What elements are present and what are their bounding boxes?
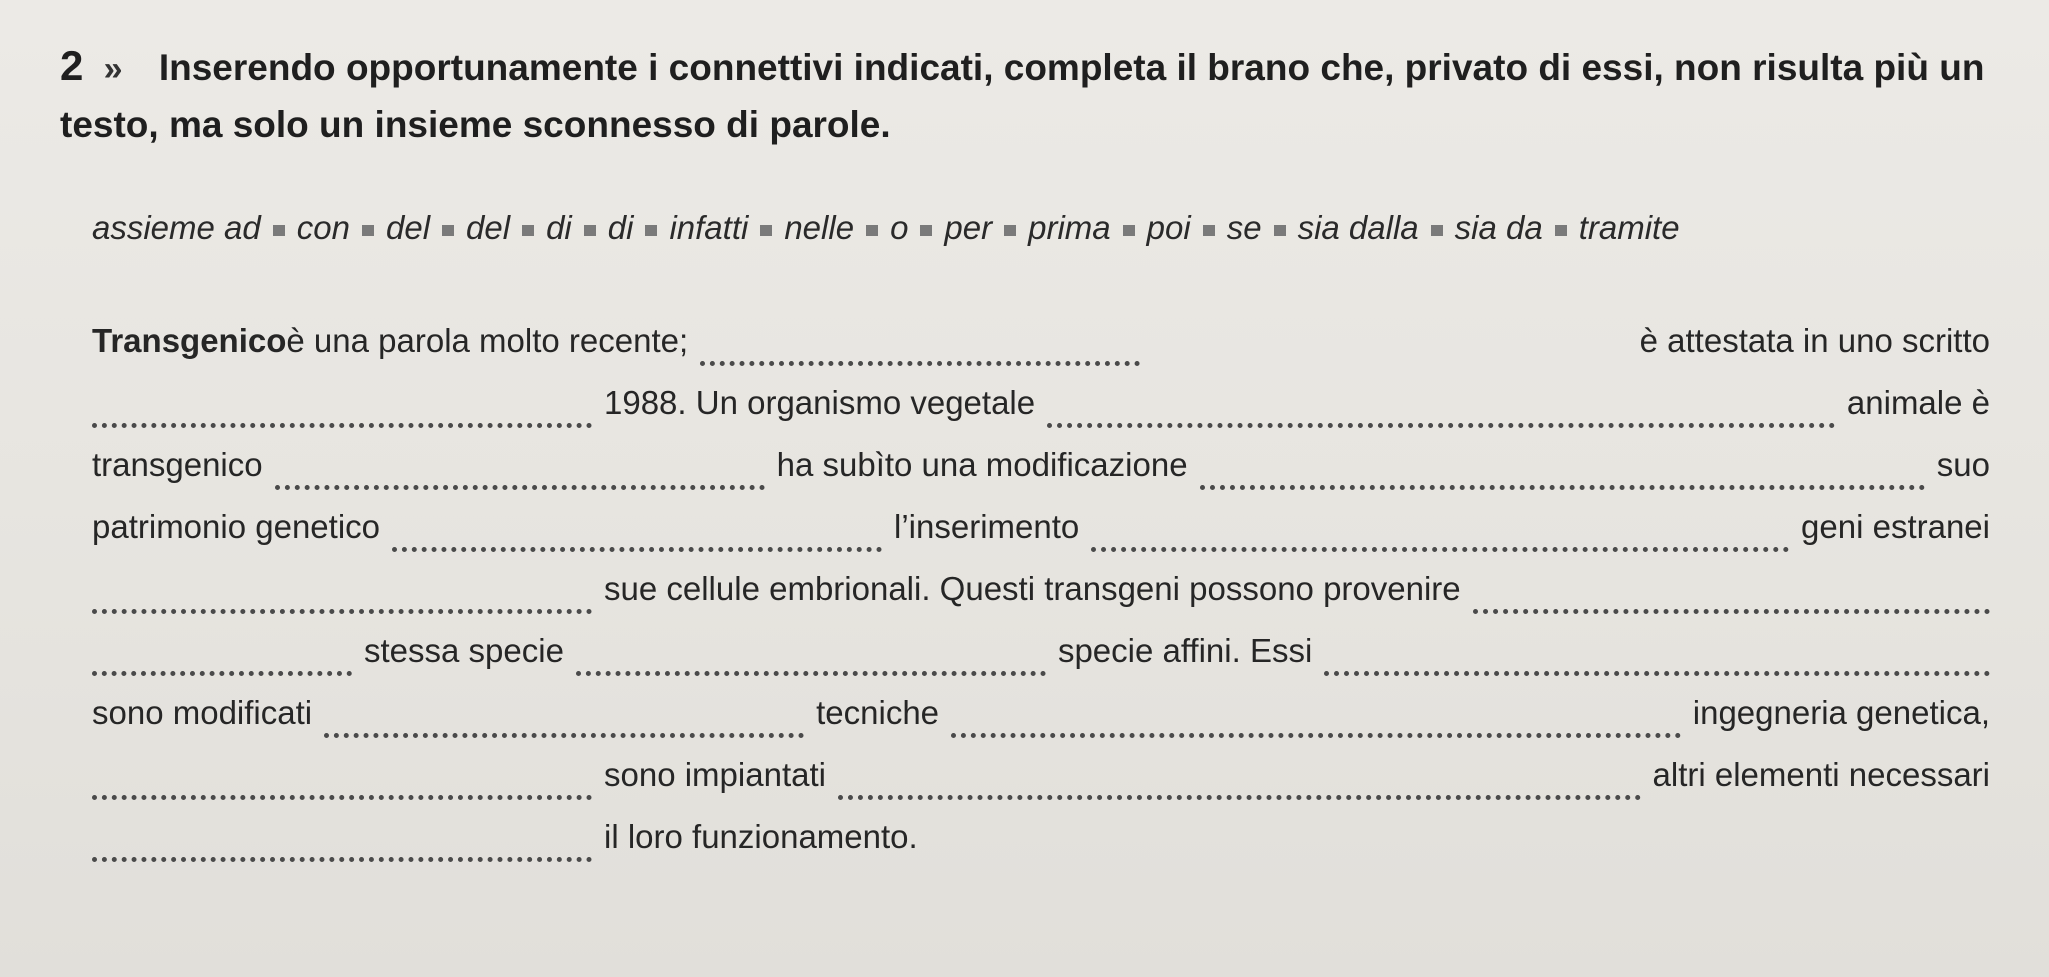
passage-text: è attestata in uno scritto — [1639, 322, 1990, 359]
exercise-header — [60, 38, 2000, 153]
separator-square-icon — [760, 225, 772, 236]
passage-line-2 — [92, 384, 1990, 442]
separator-square-icon — [584, 225, 596, 236]
exercise-instruction: Inserendo opportunamente i connettivi indicati, completa il brano che, privato di essi, non risulta più un testo, ma solo un insieme sconnesso di parole. — [60, 47, 1985, 145]
passage-line-7 — [92, 694, 1990, 752]
passage-line-1 — [92, 322, 1990, 380]
blank-7[interactable] — [1091, 543, 1789, 552]
passage-text: tecniche — [816, 694, 940, 731]
passage-line-3 — [92, 446, 1990, 504]
passage-line-4 — [92, 508, 1990, 566]
passage-text: è una parola molto recente; — [286, 322, 689, 359]
passage-text: sono impiantati — [604, 756, 826, 793]
passage-text: sue cellule embrionali. Questi transgeni possono provenire — [604, 570, 1461, 607]
blank-12[interactable] — [1324, 667, 1990, 676]
word-bank-item: del — [466, 209, 511, 246]
blank-1[interactable] — [700, 357, 1140, 366]
passage-text: ingegneria genetica, — [1692, 694, 1990, 731]
passage-text: 1988. Un organismo vegetale — [604, 384, 1036, 421]
passage-text: animale è — [1846, 384, 1990, 421]
blank-8[interactable] — [92, 605, 592, 614]
word-bank-item: con — [296, 209, 350, 246]
separator-square-icon — [920, 225, 932, 236]
word-bank — [92, 198, 1972, 258]
word-bank-item: poi — [1146, 209, 1191, 246]
passage-text: ha subìto una modificazione — [776, 446, 1188, 483]
blank-9[interactable] — [1473, 605, 1990, 614]
separator-square-icon — [1431, 225, 1443, 236]
passage-line-9 — [92, 818, 1990, 876]
passage-text: stessa specie — [364, 632, 564, 669]
word-bank-item: di — [546, 209, 572, 246]
separator-square-icon — [1123, 225, 1135, 236]
word-bank-item: sia da — [1454, 209, 1543, 246]
word-bank-item: infatti — [669, 209, 749, 246]
passage-line-8 — [92, 756, 1990, 814]
separator-square-icon — [1555, 225, 1567, 236]
word-bank-item: o — [890, 209, 909, 246]
blank-16[interactable] — [838, 791, 1641, 800]
separator-square-icon — [645, 225, 657, 236]
blank-13[interactable] — [324, 729, 804, 738]
word-bank-item: sia dalla — [1297, 209, 1419, 246]
passage-line-5 — [92, 570, 1990, 628]
word-bank-item: assieme ad — [92, 209, 261, 246]
passage-text: transgenico — [92, 446, 263, 483]
exercise-number: 2 — [60, 42, 84, 89]
word-bank-item: se — [1226, 209, 1262, 246]
blank-6[interactable] — [392, 543, 882, 552]
separator-square-icon — [273, 225, 285, 236]
word-bank-item: del — [385, 209, 431, 246]
blank-2[interactable] — [92, 419, 592, 428]
separator-square-icon — [442, 225, 454, 236]
blank-14[interactable] — [951, 729, 1681, 738]
passage-term: Transgenico — [92, 322, 287, 359]
word-bank-item: prima — [1028, 209, 1111, 246]
passage-text: sono modificati — [92, 694, 313, 731]
passage-text: geni estranei — [1801, 508, 1990, 545]
separator-square-icon — [1274, 225, 1286, 236]
separator-square-icon — [866, 225, 878, 236]
word-bank-item: nelle — [784, 209, 855, 246]
word-bank-item: per — [944, 209, 993, 246]
separator-square-icon — [522, 225, 534, 236]
separator-square-icon — [362, 225, 374, 236]
passage-line-6 — [92, 632, 1990, 690]
passage-text: l’inserimento — [894, 508, 1080, 545]
word-bank-item: di — [607, 209, 634, 246]
separator-square-icon — [1004, 225, 1016, 236]
blank-11[interactable] — [576, 667, 1046, 676]
blank-10[interactable] — [92, 667, 352, 676]
blank-17[interactable] — [92, 853, 592, 862]
passage-text: suo — [1936, 446, 1990, 483]
separator-square-icon — [1203, 225, 1215, 236]
blank-15[interactable] — [92, 791, 592, 800]
passage-text: specie affini. Essi — [1057, 632, 1313, 669]
passage-text: altri elementi necessari — [1652, 756, 1990, 793]
passage-text: il loro funzionamento. — [604, 818, 918, 855]
word-bank-item: tramite — [1578, 209, 1680, 246]
blank-3[interactable] — [1047, 419, 1835, 428]
passage-text: patrimonio genetico — [92, 508, 381, 545]
blank-4[interactable] — [275, 481, 765, 490]
double-chevron-icon: » — [103, 50, 123, 88]
blank-5[interactable] — [1200, 481, 1925, 490]
